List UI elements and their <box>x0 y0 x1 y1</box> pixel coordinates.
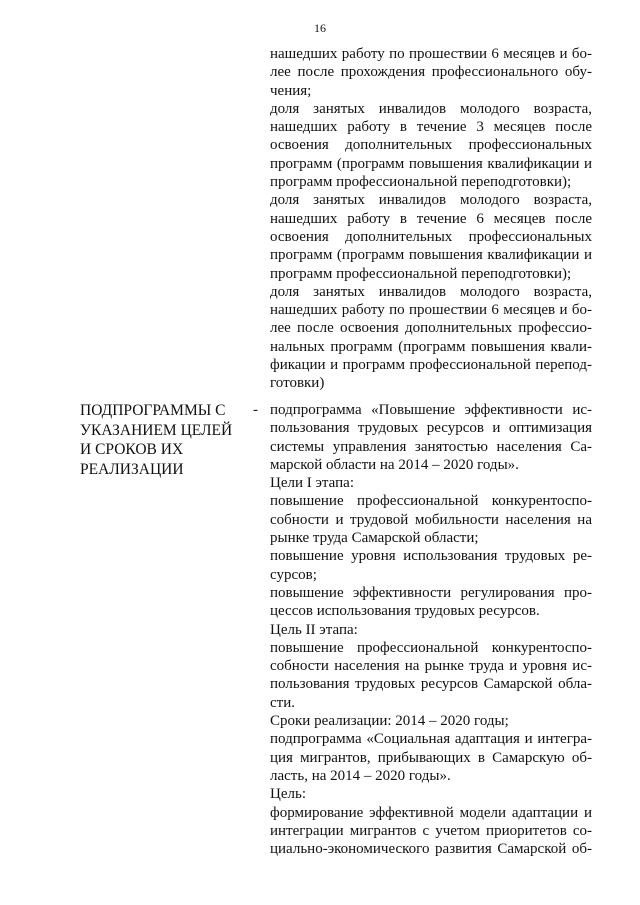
text-line: собности и трудовой мобильности населения на <box>270 511 592 528</box>
text-line: подпрограмма «Социальная адаптация и интегра- <box>270 731 592 748</box>
heading-line: УКАЗАНИЕМ ЦЕЛЕЙ <box>80 421 233 439</box>
section-heading <box>80 401 255 479</box>
text-line: марской области на 2014 – 2020 годы». <box>270 456 519 473</box>
text-line: интеграции мигрантов с учетом приоритетов со- <box>270 822 592 839</box>
text-line: чения; <box>270 82 312 99</box>
text-line: повышение профессиональной конкурентоспо- <box>270 639 592 656</box>
text-line: фикации и программ профессиональной перепод- <box>270 357 592 374</box>
text-line: нальных программ (программ повышения квали- <box>270 338 592 355</box>
text-line: Сроки реализации: 2014 – 2020 годы; <box>270 713 509 730</box>
page-number: 16 <box>314 21 326 35</box>
text-line: программ профессиональной переподготовки); <box>270 174 572 191</box>
text-line: циально-экономического развития Самарской об- <box>270 841 592 858</box>
text-line: пользования трудовых ресурсов и оптимизация <box>270 420 592 437</box>
text-line: повышение уровня использования трудовых ре- <box>270 548 592 565</box>
text-line: программ (программ повышения квалификации и <box>270 247 592 264</box>
text-line: готовки) <box>270 375 325 392</box>
text-line: лее после освоения дополнительных профессио- <box>270 320 592 337</box>
text-line: программ профессиональной переподготовки); <box>270 265 572 282</box>
text-line: ласть, на 2014 – 2020 годы». <box>270 767 451 784</box>
text-line: лее после прохождения профессионального обу- <box>270 64 592 81</box>
text-line: освоения дополнительных профессиональных <box>270 228 592 245</box>
text-line: собности населения на рынке труда и уровня ис- <box>270 658 592 675</box>
text-line: доля занятых инвалидов молодого возраста, <box>270 192 592 209</box>
text-line: Цель II этапа: <box>270 621 358 638</box>
text-line: сурсов; <box>270 566 317 583</box>
text-line: цессов использования трудовых ресурсов. <box>270 603 540 620</box>
text-line: системы управления занятостью населения Са- <box>270 438 592 455</box>
text-line: нашедших работу по прошествии 6 месяцев и бо- <box>270 46 592 62</box>
text-line: сти. <box>270 694 295 711</box>
text-line: доля занятых инвалидов молодого возраста, <box>270 100 592 117</box>
text-line: формирование эффективной модели адаптации и <box>270 804 592 821</box>
text-line: освоения дополнительных профессиональных <box>270 137 592 154</box>
text-line: рынке труда Самарской области; <box>270 530 479 547</box>
text-line: нашедших работу в течение 6 месяцев после <box>270 210 592 227</box>
text-line: ция мигрантов, прибывающих в Самарскую об- <box>270 749 592 766</box>
text-line: нашедших работу в течение 3 месяцев после <box>270 119 592 136</box>
text-line: повышение эффективности регулирования про- <box>270 584 592 601</box>
text-line: пользования трудовых ресурсов Самарской обла- <box>270 676 592 693</box>
heading-line: РЕАЛИЗАЦИИ <box>80 460 184 478</box>
text-line: подпрограмма «Повышение эффективности ис- <box>270 402 592 418</box>
text-line: программ (программ повышения квалификации и <box>270 155 592 172</box>
text-line: Цель: <box>270 786 306 803</box>
section-body <box>270 401 592 858</box>
heading-line: ПОДПРОГРАММЫ С <box>80 402 226 419</box>
text-line: нашедших работу по прошествии 6 месяцев и бо- <box>270 302 592 319</box>
text-line: доля занятых инвалидов молодого возраста, <box>270 283 592 300</box>
text-line: Цели I этапа: <box>270 475 354 492</box>
continuation-text <box>270 45 592 393</box>
text-line: повышение профессиональной конкурентоспо- <box>270 493 592 510</box>
separator-dash: - <box>253 402 258 418</box>
heading-line: И СРОКОВ ИХ <box>80 441 184 458</box>
